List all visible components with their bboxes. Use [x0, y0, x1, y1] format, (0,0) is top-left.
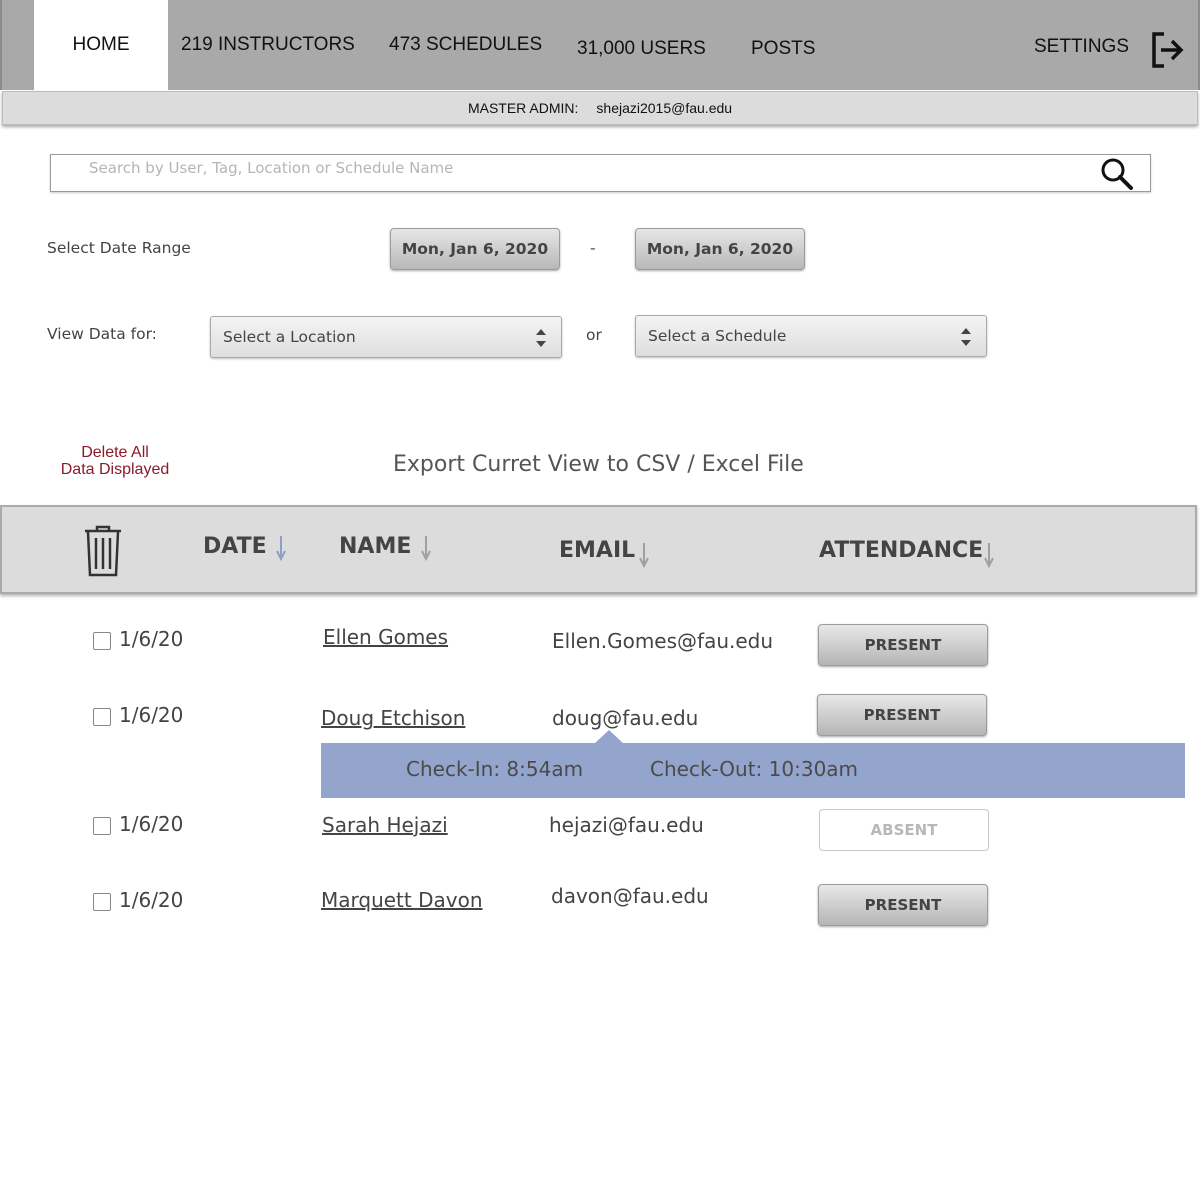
top-nav [0, 0, 1200, 90]
sort-arrow-icon[interactable] [983, 542, 995, 568]
view-data-label: View Data for: [47, 325, 157, 343]
row-email: Ellen.Gomes@fau.edu [552, 629, 774, 653]
nav-instructors[interactable]: 219 INSTRUCTORS [181, 34, 355, 55]
search-input[interactable] [89, 157, 1069, 179]
location-select[interactable] [210, 316, 562, 358]
row-email: davon@fau.edu [551, 884, 709, 908]
nav-schedules[interactable]: 473 SCHEDULES [389, 34, 543, 55]
row-date: 1/6/20 [119, 812, 184, 836]
export-csv-link[interactable]: Export Curret View to CSV / Excel File [393, 452, 804, 477]
date-separator: - [590, 239, 596, 257]
or-label: or [586, 326, 602, 344]
location-select-value: Select a Location [223, 328, 356, 346]
admin-bar [2, 91, 1198, 125]
nav-settings[interactable]: SETTINGS [1034, 36, 1130, 57]
row-date: 1/6/20 [119, 888, 184, 912]
schedule-select-value: Select a Schedule [648, 327, 787, 345]
attendance-button[interactable]: PRESENT [818, 624, 988, 666]
select-arrows-icon [535, 326, 547, 350]
check-in-time: Check-In: 8:54am [406, 757, 584, 781]
trash-icon[interactable] [82, 524, 124, 578]
row-checkbox[interactable] [93, 817, 111, 835]
row-name-link[interactable]: Ellen Gomes [323, 625, 449, 649]
attendance-button[interactable]: PRESENT [817, 694, 987, 736]
select-arrows-icon [960, 325, 972, 349]
sort-arrow-icon[interactable] [638, 542, 650, 568]
schedule-select[interactable] [635, 315, 987, 357]
row-checkbox[interactable] [93, 893, 111, 911]
row-checkbox[interactable] [93, 632, 111, 650]
detail-pointer [594, 730, 624, 744]
attendance-button[interactable]: PRESENT [818, 884, 988, 926]
nav-posts[interactable]: POSTS [751, 38, 816, 59]
row-checkbox[interactable] [93, 708, 111, 726]
delete-all-line1: Delete All [81, 444, 149, 461]
admin-label: MASTER ADMIN: [467, 100, 579, 116]
date-range-label: Select Date Range [47, 239, 191, 257]
delete-all-line2: Data Displayed [60, 461, 170, 478]
row-date: 1/6/20 [119, 703, 184, 727]
nav-home[interactable]: HOME [34, 0, 168, 90]
row-email: doug@fau.edu [552, 706, 699, 730]
search-bar [50, 154, 1151, 192]
sort-arrow-icon[interactable] [420, 535, 432, 561]
nav-users[interactable]: 31,000 USERS [577, 38, 706, 59]
check-out-time: Check-Out: 10:30am [650, 757, 859, 781]
admin-email: shejazi2015@fau.edu [596, 100, 733, 116]
date-column-header[interactable]: DATE [203, 534, 267, 559]
row-date: 1/6/20 [119, 627, 184, 651]
search-icon[interactable] [1099, 157, 1135, 191]
name-column-header[interactable]: NAME [339, 534, 412, 559]
attendance-button[interactable]: ABSENT [819, 809, 989, 851]
start-date-button[interactable]: Mon, Jan 6, 2020 [390, 228, 560, 270]
checkin-detail-panel [321, 743, 1185, 798]
delete-all-link[interactable] [40, 444, 190, 478]
row-name-link[interactable]: Doug Etchison [321, 706, 466, 730]
row-name-link[interactable]: Marquett Davon [321, 888, 483, 912]
end-date-button[interactable]: Mon, Jan 6, 2020 [635, 228, 805, 270]
row-name-link[interactable]: Sarah Hejazi [322, 813, 448, 837]
attendance-column-header[interactable]: ATTENDANCE [819, 538, 984, 563]
row-email: hejazi@fau.edu [549, 813, 704, 837]
email-column-header[interactable]: EMAIL [559, 538, 636, 563]
table-header [0, 505, 1197, 594]
sort-arrow-icon[interactable] [275, 535, 287, 561]
logout-icon[interactable] [1150, 30, 1186, 70]
